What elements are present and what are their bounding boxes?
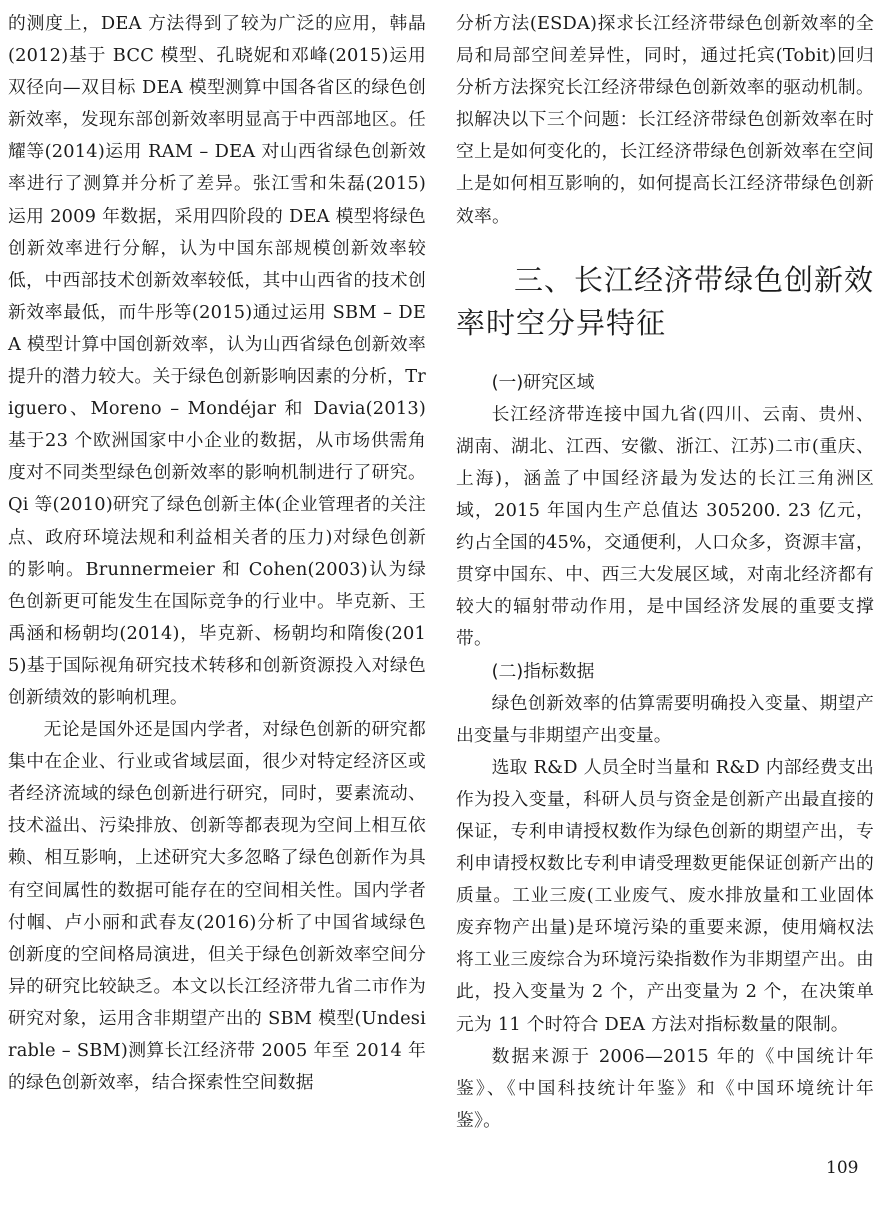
- body-paragraph-literature-review: 的测度上，DEA 方法得到了较为广泛的应用，韩晶(2012)基于 BCC 模型、孔晓妮和邓峰(2015)运用双径向—双目标 DEA 模型测算中国各省区的绿色创新效率，发现东部创新效率明显高于中西部地区。任耀等(2014)运用 RAM – DEA 对山西省绿色创新效率进行了测算并分析了差异。张江雪和朱磊(2015)运用 2009 年数据，采用四阶段的 DEA 模型将绿色创新效率进行分解，认为中国东部规模创新效率较低，中西部技术创新效率较低，其中山西省的技术创新效率最低，而牛彤等(2015)通过运用 SBM – DEA 模型计算中国创新效率，认为山西省绿色创新效率提升的潜力较大。关于绿色创新影响因素的分析，Triguero、Moreno – Mondéjar 和 Davia(2013)基于23 个欧洲国家中小企业的数据，从市场供需角度对不同类型绿色创新效率的影响机制进行了研究。Qi 等(2010)研究了绿色创新主体(企业管理者的关注点、政府环境法规和利益相关者的压力)对绿色创新的影响。Brunnermeier 和 Cohen(2003)认为绿色创新更可能发生在国际竞争的行业中。毕克新、王禹涵和杨朝均(2014)，毕克新、杨朝均和隋俊(2015)基于国际视角研究技术转移和创新资源投入对绿色创新绩效的影响机理。: [8, 13, 426, 708]
- body-paragraph-variables: 绿色创新效率的估算需要明确投入变量、期望产出变量与非期望产出变量。: [456, 692, 874, 746]
- body-paragraph-research-questions: 分析方法(ESDA)探求长江经济带绿色创新效率的全局和局部空间差异性，同时，通过托宾(Tobit)回归分析方法探究长江经济带绿色创新效率的驱动机制。拟解决以下三个问题：长江经济带绿色创新效率在时空上是如何变化的，长江经济带绿色创新效率在空间上是如何相互影响的，如何提高长江经济带绿色创新效率。: [456, 13, 874, 227]
- body-paragraph-data-source: 数据来源于 2006—2015 年的《中国统计年鉴》、《中国科技统计年鉴》和《中国环境统计年鉴》。: [456, 1045, 874, 1131]
- right-column: [456, 8, 874, 1137]
- body-paragraph-study-area: 长江经济带连接中国九省(四川、云南、贵州、湖南、湖北、江西、安徽、浙江、江苏)二市(重庆、上海)，涵盖了中国经济最为发达的长江三角洲区域，2015 年国内生产总值达 305200. 23 亿元，约占全国的45%，交通便利，人口众多，资源丰富，贯穿中国东、中、西三大发展区域，对南北经济都有较大的辐射带动作用，是中国经济发展的重要支撑带。: [456, 403, 874, 650]
- subsection-heading-study-area: (一)研究区域: [491, 371, 595, 393]
- page-number: 109: [826, 1158, 859, 1178]
- left-column: [8, 8, 426, 1099]
- body-paragraph-indicator-selection: 选取 R&D 人员全时当量和 R&D 内部经费支出作为投入变量，科研人员与资金是创新产出最直接的保证，专利申请授权数作为绿色创新的期望产出，专利申请授权数比专利申请受理数更能保证创新产出的质量。工业三废(工业废气、废水排放量和工业固体废弃物产出量)是环境污染的重要来源，使用熵权法将工业三废综合为环境污染指数作为非期望产出。由此，投入变量为 2 个，产出变量为 2 个，在决策单元为 11 个时符合 DEA 方法对指标数量的限制。: [456, 756, 874, 1035]
- subsection-heading-indicator-data: (二)指标数据: [491, 660, 595, 682]
- body-paragraph-research-gap: 无论是国外还是国内学者，对绿色创新的研究都集中在企业、行业或省域层面，很少对特定经济区或者经济流域的绿色创新进行研究，同时，要素流动、技术溢出、污染排放、创新等都表现为空间上相互依赖、相互影响，上述研究大多忽略了绿色创新作为具有空间属性的数据可能存在的空间相关性。国内学者付帼、卢小丽和武春友(2016)分析了中国省域绿色创新度的空间格局演进，但关于绿色创新效率空间分异的研究比较缺乏。本文以长江经济带九省二市作为研究对象，运用含非期望产出的 SBM 模型(Undesirable – SBM)测算长江经济带 2005 年至 2014 年的绿色创新效率，结合探索性空间数据: [8, 719, 426, 1094]
- section-title: 三、长江经济带绿色创新效率时空分异特征: [456, 262, 875, 340]
